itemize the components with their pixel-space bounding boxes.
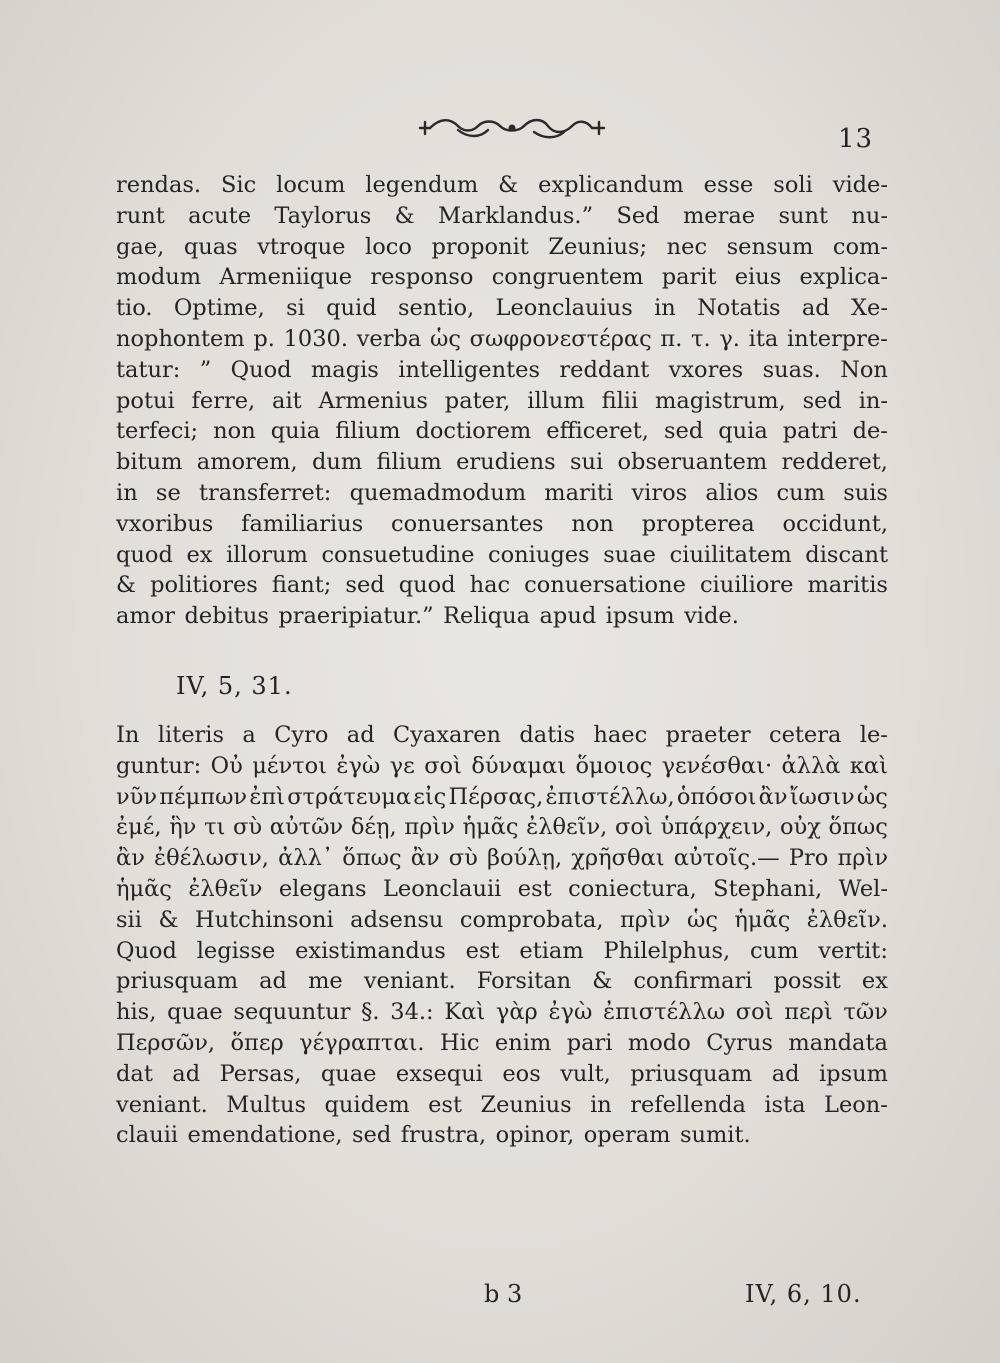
text-line: in se transferret: quemadmodum mariti viros alios cum suis	[116, 479, 888, 506]
text-line: ἂν ἐθέλωσιν, ἀλλ᾽ ὅπως ἂν σὺ βούλῃ, χρῆσθαι αὐτοῖς.— Pro πρὶν	[116, 845, 888, 872]
text-line: Περσῶν, ὅπερ γέγραπται. Hic enim pari modo Cyrus mandata	[116, 1029, 888, 1056]
text-line: In literis a Cyro ad Cyaxaren datis haec praeter cetera le-	[116, 722, 888, 748]
text-line: nophontem p. 1030. verba ὡς σωφρονεστέρας π. τ. γ. ita interpre-	[116, 325, 888, 352]
paragraph-continuation	[116, 170, 888, 632]
headpiece-ornament	[414, 112, 610, 144]
text-line: runt acute Taylorus & Marklandus.” Sed merae sunt nu-	[116, 202, 888, 229]
text-line: guntur: Οὐ μέντοι ἐγὼ γε σοὶ δύναμαι ὅμοιος γενέσθαι· ἀλλὰ καὶ	[116, 752, 888, 779]
signature-mark: b 3	[484, 1280, 523, 1308]
text-line: νῦν πέμπων ἐπὶ στράτευμα εἰς Πέρσας, ἐπιστέλλω, ὁπόσοι ἂν ἴωσιν ὡς	[116, 783, 888, 810]
text-line: vxoribus familiarius conuersantes non propterea occidunt,	[116, 510, 888, 537]
text-line: quod ex illorum consuetudine coniuges suae ciuilitatem discant	[116, 541, 888, 568]
page-number: 13	[838, 124, 874, 154]
text-line: Quod legisse existimandus est etiam Philelphus, cum vertit:	[116, 937, 888, 964]
text-line: bitum amorem, dum filium erudiens sui obseruantem redderet,	[116, 449, 888, 476]
text-line: tatur: ” Quod magis intelligentes reddant vxores suas. Non	[116, 356, 888, 383]
text-line: rendas. Sic locum legendum & explicandum esse soli vide-	[116, 172, 888, 198]
text-line: potui ferre, ait Armenius pater, illum filii magistrum, sed in-	[116, 387, 888, 414]
catchword: IV, 6, 10.	[745, 1280, 862, 1308]
section-heading: IV, 5, 31.	[176, 672, 293, 700]
text-line: clauii emendatione, sed frustra, opinor, operam sumit.	[116, 1122, 751, 1149]
text-line: ἡμᾶς ἐλθεῖν elegans Leonclauii est coniectura, Stephani, Wel-	[116, 875, 888, 902]
text-line: modum Armeniique responso congruentem parit eius explica-	[116, 264, 888, 291]
text-line: gae, quas vtroque loco proponit Zeunius; nec sensum com-	[116, 233, 888, 260]
text-line: ἐμέ, ἣν τι σὺ αὐτῶν δέῃ, πρὶν ἡμᾶς ἐλθεῖν, σοὶ ὑπάρχειν, οὐχ ὅπως	[116, 814, 888, 841]
text-line: sii & Hutchinsoni adsensu comprobata, πρὶν ὡς ἡμᾶς ἐλθεῖν.	[116, 906, 888, 933]
paragraph-commentary	[116, 720, 888, 1151]
text-line: & politiores fiant; sed quod hac conuersatione ciuiliore maritis	[116, 572, 888, 599]
text-line: tio. Optime, si quid sentio, Leonclauius in Notatis ad Xe-	[116, 295, 888, 322]
text-line: terfeci; non quia filium doctiorem efficeret, sed quia patri de-	[116, 418, 888, 445]
text-line: priusquam ad me veniant. Forsitan & confirmari possit ex	[116, 968, 888, 995]
text-line: dat ad Persas, quae exsequi eos vult, priusquam ad ipsum	[116, 1060, 888, 1087]
text-line: veniant. Multus quidem est Zeunius in refellenda ista Leon-	[116, 1091, 888, 1118]
text-line: his, quae sequuntur §. 34.: Καὶ γὰρ ἐγὼ ἐπιστέλλω σοὶ περὶ τῶν	[116, 999, 888, 1026]
text-line: amor debitus praeripiatur.” Reliqua apud ipsum vide.	[116, 603, 739, 630]
